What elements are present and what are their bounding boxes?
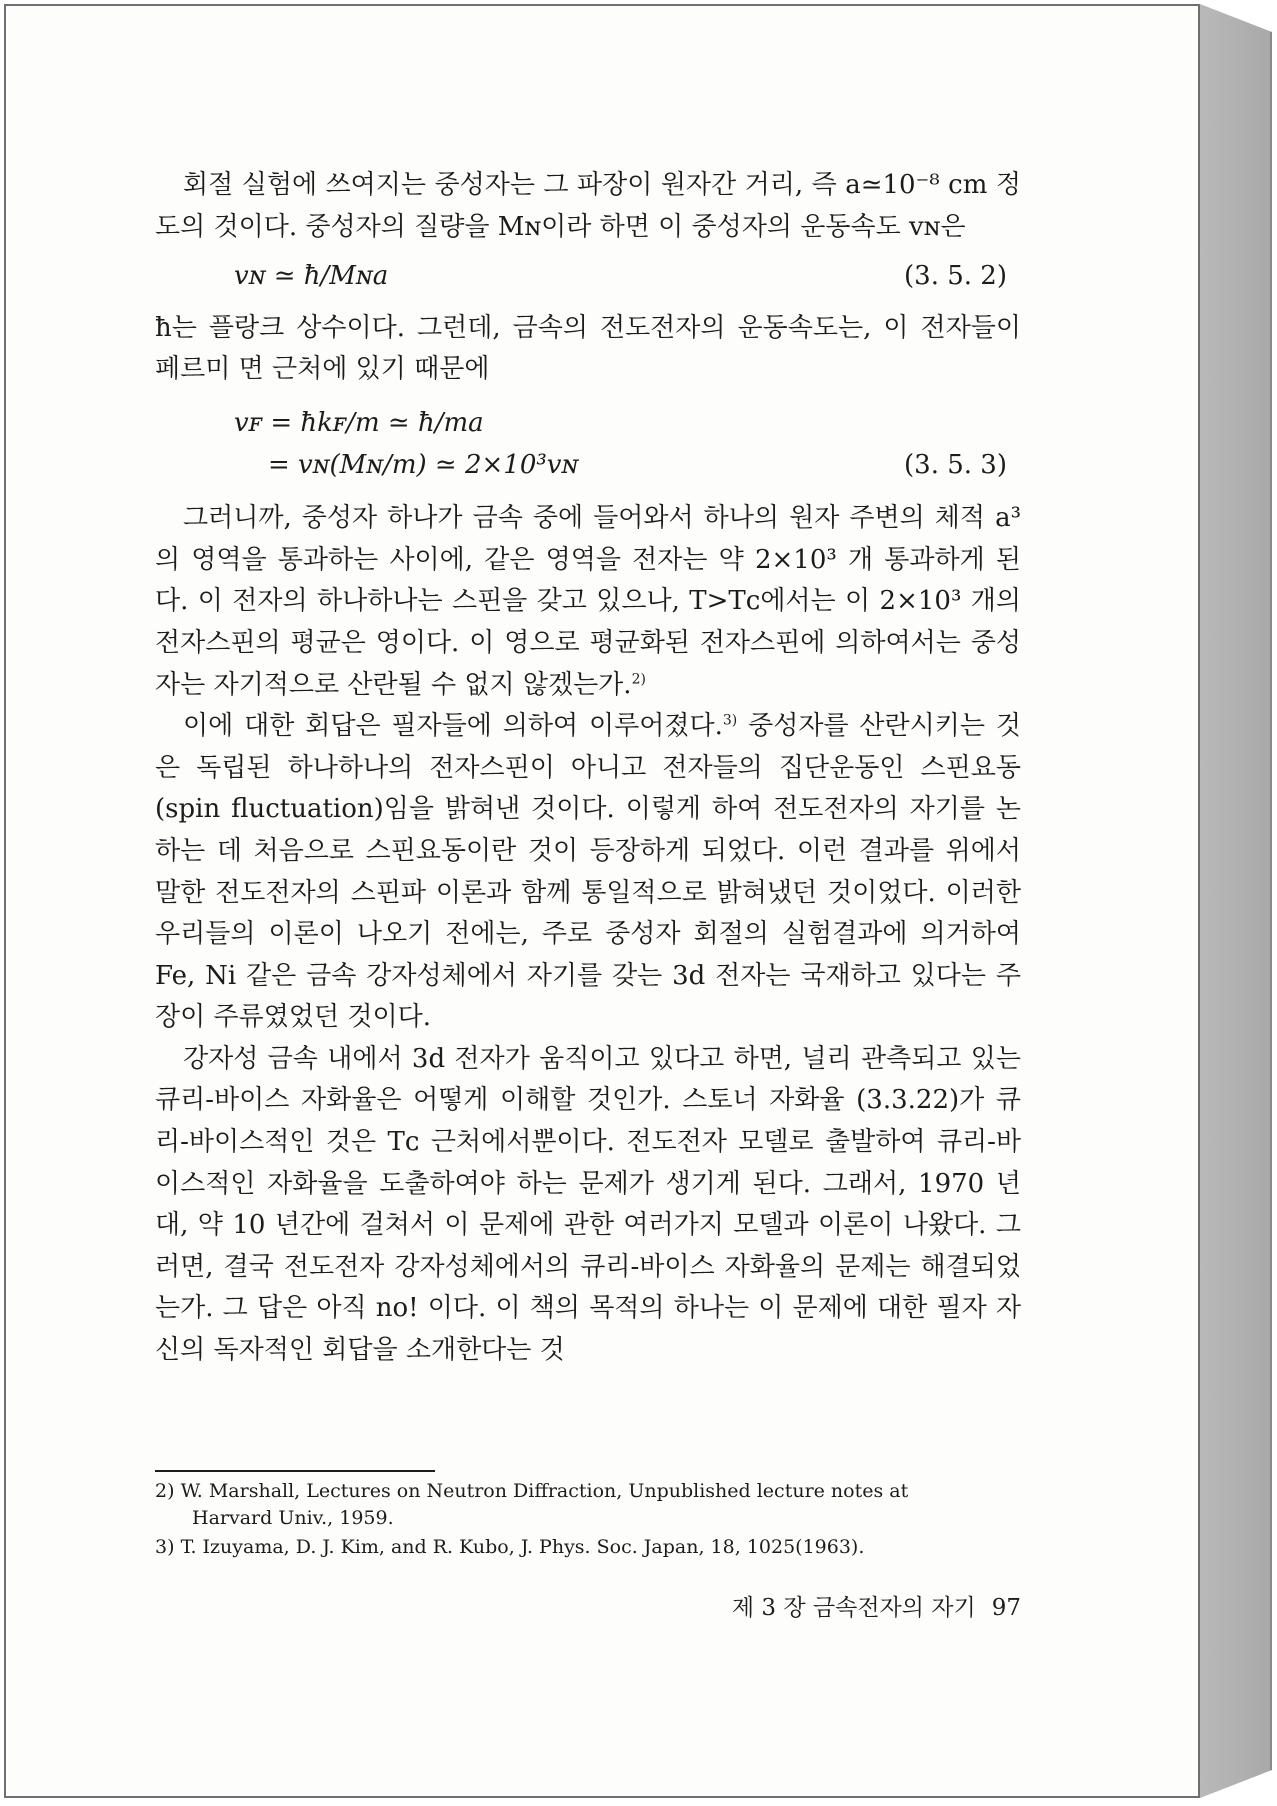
paragraph-text: 이에 대한 회답은 필자들에 의하여 이루어졌다. <box>183 711 723 742</box>
equation-expression-line1: vꜰ = ħkꜰ/m ≃ ħ/ma <box>234 407 484 438</box>
equation-expression: vɴ ≃ ħ/Mɴa <box>234 261 389 292</box>
footnote-3 <box>155 1534 1021 1561</box>
equation-number: (3. 5. 3) <box>904 449 1007 480</box>
paragraph-neutron-wavelength: 회절 실험에 쓰여지는 중성자는 그 파장이 원자간 거리, 즉 a≃10⁻⁸ cm 정도의 것이다. 중성자의 질량을 Mɴ이라 하면 이 중성자의 운동속도 vɴ은 <box>155 170 1021 242</box>
footnote-text-continued: Harvard Univ., 1959. <box>192 1507 394 1529</box>
page-footer <box>650 1589 1021 1622</box>
paragraph-electron-spin-average <box>155 498 1021 706</box>
paragraph-curie-weiss: 강자성 금속 내에서 3d 전자가 움직이고 있다고 하면, 널리 관측되고 있는 큐리-바이스 자화율은 어떻게 이해할 것인가. 스토너 자화율 (3.3.22)가 큐리-바이스적인 것은 Tᴄ 근처에서뿐이다. 전도전자 모델로 출발하여 큐리-바이스적인 자화율을 도출하여야 하는 문제가 생기게 된다. 그래서, 1970 년대, 약 10 년간에 걸쳐서 이 문제에 관한 여러가지 모델과 이론이 나왔다. 그러면, 결국 전도전자 강자성체에서의 큐리-바이스 자화율의 문제는 해결되었는가. 그 답은 아직 no! 이다. 이 책의 목적의 하나는 이 문제에 대한 필자 자신의 독자적인 회답을 소개한다는 것 <box>155 1043 1021 1366</box>
footnote-text: T. Izuyama, D. J. Kim, and R. Kubo, J. Phys. Soc. Japan, 18, 1025(1963). <box>180 1536 865 1558</box>
page-body <box>155 165 1021 1372</box>
paragraph-spin-fluctuation <box>155 706 1021 1039</box>
footnote-divider <box>155 1470 435 1472</box>
footnote-marker: 2) <box>155 1480 175 1502</box>
equation-3-5-2 <box>155 256 1021 298</box>
paragraph-text: 그러니까, 중성자 하나가 금속 중에 들어와서 하나의 원자 주변의 체적 a³의 영역을 통과하는 사이에, 같은 영역을 전자는 약 2×10³ 개 통과하게 된다. 이 전자의 하나하나는 스핀을 갖고 있으나, T>Tᴄ에서는 이 2×10³ 개의 전자스핀의 평균은 영이다. 이 영으로 평균화된 전자스핀에 의하여서는 중성자는 자기적으로 산란될 수 없지 않겠는가. <box>155 503 1021 700</box>
equation-expression-line2: = vɴ(Mɴ/m) ≃ 2×10³vɴ <box>268 449 579 480</box>
page-number: 97 <box>991 1595 1021 1621</box>
footnotes <box>155 1478 1021 1563</box>
footnote-ref-3: 3) <box>722 712 738 729</box>
equation-3-5-3 <box>155 403 1021 486</box>
footnote-ref-2: 2) <box>631 670 646 687</box>
footnote-2 <box>155 1478 1021 1532</box>
footnote-marker: 3) <box>155 1536 175 1558</box>
paragraph-planck-constant: ħ는 플랑크 상수이다. 그런데, 금속의 전도전자의 운동속도는, 이 전자들이 페르미 면 근처에 있기 때문에 <box>155 312 1021 385</box>
equation-number: (3. 5. 2) <box>904 261 1007 292</box>
book-spine-edge <box>1200 4 1272 1798</box>
running-footer-chapter: 제 3 장 금속전자의 자기 <box>731 1595 976 1621</box>
paragraph-text-continued: 중성자를 산란시키는 것은 독립된 하나하나의 전자스핀이 아니고 전자들의 집단운동인 스핀요동(spin fluctuation)임을 밝혀낸 것이다. 이렇게 하여 전도전자의 자기를 논하는 데 처음으로 스핀요동이란 것이 등장하게 되었다. 이런 결과를 위에서 말한 전도전자의 스핀파 이론과 함께 통일적으로 밝혀냈던 것이었다. 이러한 우리들의 이론이 나오기 전에는, 주로 중성자 회절의 실험결과에 의거하여 Fe, Ni 같은 금속 강자성체에서 자기를 갖는 3d 전자는 국재하고 있다는 주장이 주류였었던 것이다. <box>155 711 1021 1033</box>
footnote-text: W. Marshall, Lectures on Neutron Diffraction, Unpublished lecture notes at <box>180 1480 909 1502</box>
